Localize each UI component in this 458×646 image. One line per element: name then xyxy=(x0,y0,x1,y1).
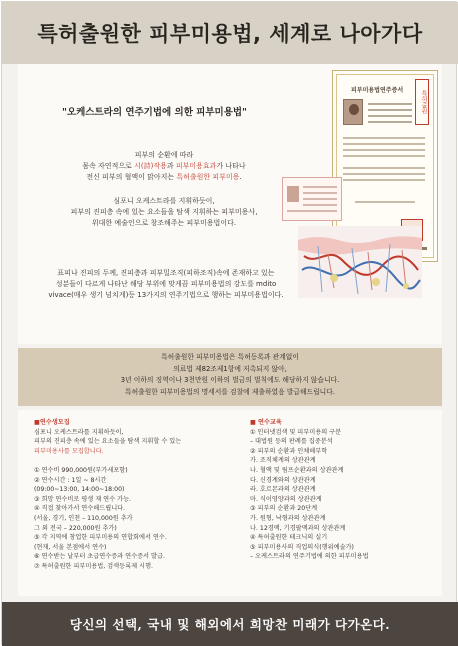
header-band xyxy=(2,2,458,64)
certificate-title: 피부미용법연주증서 xyxy=(351,87,404,94)
recruitment-item: ② 연수시간 : 1일 ~ 8시간 xyxy=(34,476,107,484)
para2-line-2: 피부의 진피층 속에 있는 요소들을 탐색 지휘하는 피부미용사, xyxy=(70,208,258,216)
notice-line-3: 3년 이하의 징역이나 3천만원 이하의 벌금의 벌칙에도 해당하지 않습니다. xyxy=(120,376,340,384)
small-certificate-field xyxy=(287,210,337,212)
details-section xyxy=(18,410,442,596)
certificate-field xyxy=(368,109,412,111)
recruitment-line: 심포니 오케스트라를 지휘하듯이, xyxy=(34,428,124,436)
curriculum-item: 나. 혈액 및 림프순환과의 상관관계 xyxy=(250,466,344,474)
intro-paragraph-1 xyxy=(44,150,284,183)
recruitment-line: 피부의 진피층 속에 있는 요소들을 탐색 지휘할 수 있는 xyxy=(34,438,182,446)
curriculum-item: – 대법원 등의 판례를 집중분석 xyxy=(250,438,333,446)
notice-line-4: 특허출원한 피부미용법의 명세서를 검찰에 제출하였음 발급해드립니다. xyxy=(125,387,335,396)
recruitment-item: ⑥ 연수받는 날부터 초급연수증과 연수증서 발급. xyxy=(34,553,165,561)
intro-subtitle: "오케스트라의 연주기법에 의한 피부미용법" xyxy=(62,107,248,118)
small-certificate-field xyxy=(303,192,337,194)
certificate-text-line xyxy=(343,173,425,175)
recruitment-spacer xyxy=(34,456,234,466)
certificate-field xyxy=(368,115,412,117)
small-certificate-photo xyxy=(287,186,299,202)
skin-anatomy-illustration xyxy=(298,226,422,298)
poster xyxy=(1,1,457,645)
curriculum-heading: ■ 연수교육 xyxy=(250,419,282,426)
certificate-text-line xyxy=(343,137,425,139)
curriculum-item: 나. 12경맥, 기경팔맥과의 상관관계 xyxy=(250,524,346,532)
curriculum-item: ⑤ 피부미용사의 직업의식(행위예술가) xyxy=(250,543,354,551)
para3-line-1: 표피나 진피의 두께, 진피층과 피부밀조직(피하조직)속에 존재하고 있는 xyxy=(57,269,275,277)
certificate-photo xyxy=(343,99,363,125)
intro-paragraph-2 xyxy=(44,196,284,229)
small-certificate-field xyxy=(303,198,337,200)
certificate-field xyxy=(368,121,412,123)
recruitment-line: 피부미용사를 모집합니다. xyxy=(34,447,104,455)
curriculum-item: ② 피부의 순환과 인체해부학 xyxy=(250,447,328,455)
para1-line-1: 피부의 순환에 따라 xyxy=(134,151,194,159)
recruitment-item: (서울, 경기, 인천 – 110,000원 추가 xyxy=(34,514,133,522)
curriculum-item: 마. 식이영양과의 상관관계 xyxy=(250,495,322,503)
training-curriculum xyxy=(250,418,430,562)
certificate-text-line xyxy=(343,149,425,151)
curriculum-item: ① 인터넷검색 및 피부미용의 구분 xyxy=(250,428,342,436)
recruitment-item: ⑤ 각 지역에 창업한 피부미용의 연합회에서 연수. xyxy=(34,534,167,542)
recruitment-item: ① 연수비 990,000원(부가세포함) xyxy=(34,466,128,474)
certificate-text-line xyxy=(343,155,425,157)
recruitment-item: (현재, 서울 본점에서 연수) xyxy=(34,543,107,551)
certificate-text-line xyxy=(343,179,425,181)
footer-band xyxy=(2,602,458,646)
certificate-stamp: 특허출원 xyxy=(415,79,429,125)
recruitment-item: 그 외 전국 – 220,000원 추가) xyxy=(34,524,117,532)
para2-line-3: 위대한 예술인으로 창조해주는 피부미용법이다. xyxy=(91,219,237,227)
curriculum-item: 가. 원형, 낙형과의 상관관계 xyxy=(250,514,326,522)
certificate-text-line xyxy=(343,167,425,169)
curriculum-item: 라. 호르몬과의 상관관계 xyxy=(250,486,316,494)
para3-line-2: 성분들이 다르게 나타난 해당 부위에 맞게끔 피부미용법의 강도를 mdito xyxy=(55,280,277,288)
small-certificate-image xyxy=(282,177,342,221)
trainee-recruitment xyxy=(34,418,234,572)
page-title: 특허출원한 피부미용법, 세계로 나아가다 xyxy=(37,22,423,46)
recruitment-item: ③ 희망 연수비로 평생 재 연수 가능. xyxy=(34,495,132,503)
intro-paragraph-3 xyxy=(32,268,300,301)
legal-notice xyxy=(18,348,442,406)
notice-line-1: 특허출원한 피부미용법은 특허등록과 관계없이 xyxy=(161,353,299,361)
recruitment-heading: ■연수생모집 xyxy=(34,419,70,426)
curriculum-item: 가. 조직체계의 상관관계 xyxy=(250,457,316,465)
small-certificate-field xyxy=(303,204,337,206)
footer-slogan: 당신의 선택, 국내 및 해외에서 희망찬 미래가 다가온다. xyxy=(69,617,391,632)
para1-line-2: 몸속 자연적으로 시(詩)작용과 피부미용효과가 나타나 xyxy=(82,162,246,170)
curriculum-item: ③ 피부의 순환과 20단계 xyxy=(250,505,318,513)
notice-line-2: 의료법 제82조제1항에 저촉되지 않아, xyxy=(173,364,287,373)
curriculum-item: ④ 특허출원한 테크닉의 실기 xyxy=(250,534,328,542)
para2-line-1: 심포니 오케스트라를 지휘하듯이, xyxy=(113,197,215,205)
recruitment-item: (09:00~13:00, 14:00~18:00) xyxy=(34,486,125,494)
para3-line-3: vivace(매우 생기 넘치게)등 13가지의 연주기법으로 행하는 피부미용법이다. xyxy=(48,291,284,299)
curriculum-item: – 오케스트라의 연주기법에 의한 피부미용법 xyxy=(250,553,369,561)
recruitment-item: ④ 직접 찾아가서 연수해드립니다. xyxy=(34,505,126,513)
certificate-text-line xyxy=(355,201,415,203)
small-certificate-field xyxy=(303,186,337,188)
para1-line-3: 전신 피부의 혈액이 맑아지는 특허출원한 피부미용. xyxy=(86,173,242,181)
curriculum-item: 다. 신경계와의 상관관계 xyxy=(250,476,316,484)
certificate-text-line xyxy=(343,143,425,145)
certificate-field xyxy=(368,103,412,105)
recruitment-item: ⑦ 특허출원한 피부미용법, 검색등록제 시행. xyxy=(34,562,153,570)
